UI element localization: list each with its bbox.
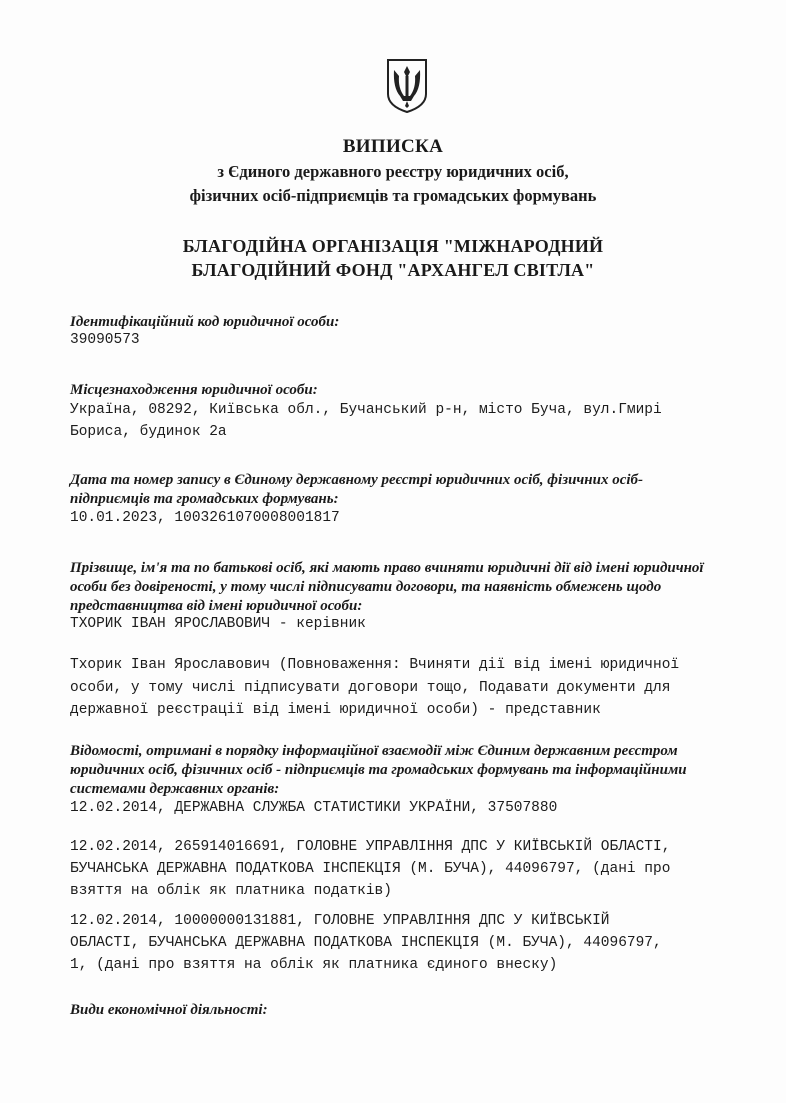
- entity-name-line: БЛАГОДІЙНИЙ ФОНД "АРХАНГЕЛ СВІТЛА": [191, 260, 595, 280]
- representative-line: особи, у тому числі підписувати договори тощо, Подавати документи для: [70, 680, 671, 696]
- interaction-info-label: [70, 742, 760, 799]
- interaction-entry-line: ОБЛАСТІ, БУЧАНСЬКА ДЕРЖАВНА ПОДАТКОВА ІНСПЕКЦІЯ (М. БУЧА), 44096797,: [70, 935, 662, 951]
- interaction-info-label-line: Відомості, отримані в порядку інформаційної взаємодії між Єдиним державним реєстром: [70, 743, 678, 759]
- authorized-persons-label-line: Прізвище, ім'я та по батькові осіб, які мають право вчиняти юридичні дії від імені юридичної: [70, 560, 704, 576]
- registration-label: [70, 471, 760, 509]
- interaction-entry-line: 12.02.2014, 265914016691, ГОЛОВНЕ УПРАВЛІННЯ ДПС У КИЇВСЬКІЙ ОБЛАСТІ,: [70, 839, 671, 855]
- id-code-value: 39090573: [70, 332, 140, 348]
- interaction-entry-line: БУЧАНСЬКА ДЕРЖАВНА ПОДАТКОВА ІНСПЕКЦІЯ (М. БУЧА), 44096797, (дані про: [70, 861, 671, 877]
- trident-coat-of-arms-icon: [386, 58, 428, 114]
- activities-label: Види економічної діяльності:: [70, 1002, 268, 1018]
- representative-line: Тхорик Іван Ярославович (Повноваження: Вчиняти дії від імені юридичної: [70, 657, 680, 673]
- authorized-persons-label-line: особи без довіреності, у тому числі підписувати договори, та наявність обмежень щодо: [70, 579, 662, 595]
- document-subtitle-line: фізичних осіб-підприємців та громадських формувань: [189, 186, 597, 205]
- head-person: ТХОРИК ІВАН ЯРОСЛАВОВИЧ - керівник: [70, 616, 366, 632]
- entity-name-line: БЛАГОДІЙНА ОРГАНІЗАЦІЯ "МІЖНАРОДНИЙ: [182, 236, 604, 256]
- id-code-label: Ідентифікаційний код юридичної особи:: [70, 314, 340, 330]
- authorized-persons-label-line: представництва від імені юридичної особи:: [70, 598, 363, 614]
- document-subtitle: [0, 160, 786, 208]
- interaction-info-label-line: системами державних органів:: [70, 781, 280, 797]
- interaction-entry-line: взяття на облік як платника податків): [70, 883, 392, 899]
- document-title: ВИПИСКА: [342, 136, 444, 157]
- location-label: Місцезнаходження юридичної особи:: [70, 382, 318, 398]
- authorized-persons-label: [70, 559, 760, 616]
- registration-label-line: Дата та номер запису в Єдиному державному реєстрі юридичних осіб, фізичних осіб-: [70, 472, 644, 488]
- registration-label-line: підприємців та громадських формувань:: [70, 491, 339, 507]
- interaction-entry: 12.02.2014, ДЕРЖАВНА СЛУЖБА СТАТИСТИКИ УКРАЇНИ, 37507880: [70, 800, 558, 816]
- location-value-line: Україна, 08292, Київська обл., Бучанський р-н, місто Буча, вул.Гмирі: [70, 402, 662, 418]
- interaction-info-label-line: юридичних осіб, фізичних осіб - підприємців та громадських формувань та інформаційними: [70, 762, 687, 778]
- representative-line: державної реєстрації від імені юридичної особи) - представник: [70, 702, 601, 718]
- registration-value: 10.01.2023, 1003261070008001817: [70, 510, 340, 526]
- location-value-line: Бориса, будинок 2а: [70, 424, 227, 440]
- interaction-entry-line: 1, (дані про взяття на облік як платника єдиного внеску): [70, 957, 558, 973]
- document-subtitle-line: з Єдиного державного реєстру юридичних осіб,: [217, 162, 569, 181]
- interaction-entry-line: 12.02.2014, 10000000131881, ГОЛОВНЕ УПРАВЛІННЯ ДПС У КИЇВСЬКІЙ: [70, 913, 610, 929]
- entity-name: [0, 234, 786, 282]
